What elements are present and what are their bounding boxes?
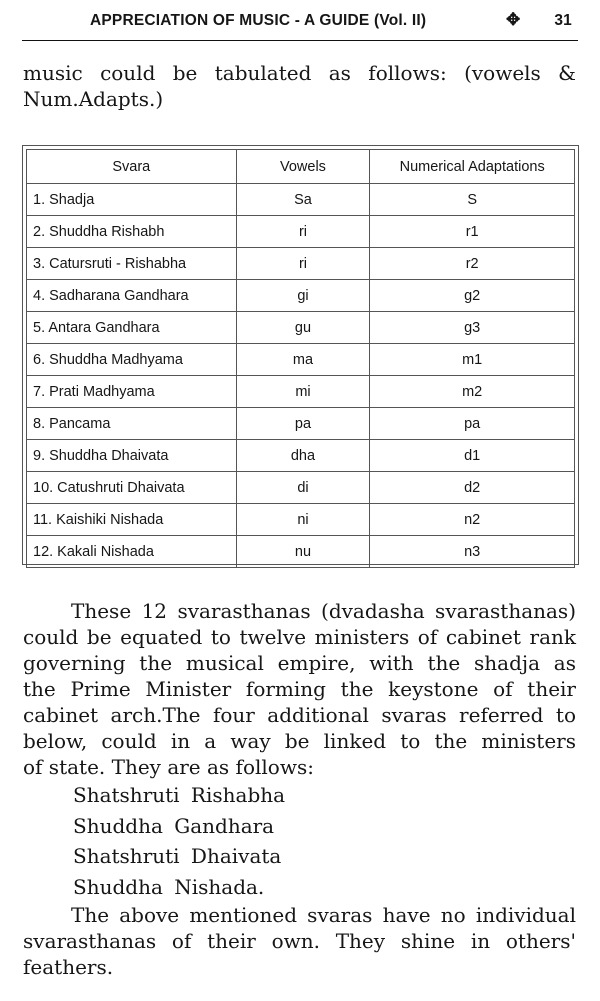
svara-cell: 12. Kakali Nishada bbox=[27, 536, 237, 568]
paragraph-line: governing the musical empire, with the shadja as bbox=[23, 651, 576, 675]
ornament-icon: ✥ bbox=[506, 10, 521, 29]
numerical-adaptation-cell: pa bbox=[370, 408, 575, 440]
numerical-adaptation-cell: m2 bbox=[370, 376, 575, 408]
vowel-cell: nu bbox=[236, 536, 370, 568]
paragraph-line: The above mentioned svaras have no individual bbox=[71, 903, 576, 928]
svara-cell: 1. Shadja bbox=[27, 184, 237, 216]
table-row bbox=[27, 312, 575, 344]
svara-cell: 7. Prati Madhyama bbox=[27, 376, 237, 408]
svara-cell: 4. Sadharana Gandhara bbox=[27, 280, 237, 312]
numerical-adaptation-cell: r2 bbox=[370, 248, 575, 280]
vowel-cell: ni bbox=[236, 504, 370, 536]
running-head bbox=[22, 8, 578, 36]
numerical-adaptation-cell: d2 bbox=[370, 472, 575, 504]
vowel-cell: pa bbox=[236, 408, 370, 440]
list-item: Shuddha Nishada. bbox=[73, 874, 265, 899]
svara-cell: 5. Antara Gandhara bbox=[27, 312, 237, 344]
running-head-title: APPRECIATION OF MUSIC - A GUIDE (Vol. II) bbox=[90, 12, 427, 29]
paragraph-line: svarasthanas of their own. They shine in others' bbox=[23, 929, 576, 954]
numerical-adaptation-cell: d1 bbox=[370, 440, 575, 472]
numerical-adaptation-cell: n3 bbox=[370, 536, 575, 568]
numerical-adaptation-cell: g3 bbox=[370, 312, 575, 344]
vowel-cell: gi bbox=[236, 280, 370, 312]
table-row bbox=[27, 344, 575, 376]
body-text bbox=[23, 598, 576, 980]
table-row bbox=[27, 440, 575, 472]
table-row bbox=[27, 248, 575, 280]
svara-table bbox=[26, 149, 575, 568]
vowel-cell: gu bbox=[236, 312, 370, 344]
svara-cell: 10. Catushruti Dhaivata bbox=[27, 472, 237, 504]
numerical-adaptation-cell: m1 bbox=[370, 344, 575, 376]
column-header-numerical-adaptations: Numerical Adaptations bbox=[370, 150, 575, 184]
svara-cell: 9. Shuddha Dhaivata bbox=[27, 440, 237, 472]
numerical-adaptation-cell: S bbox=[370, 184, 575, 216]
column-header-svara: Svara bbox=[27, 150, 237, 184]
table-row bbox=[27, 408, 575, 440]
paragraph-line: could be equated to twelve ministers of cabinet rank bbox=[23, 625, 576, 649]
table-row bbox=[27, 216, 575, 248]
vowel-cell: ri bbox=[236, 248, 370, 280]
vowel-cell: ma bbox=[236, 344, 370, 376]
table-row bbox=[27, 280, 575, 312]
svara-cell: 6. Shuddha Madhyama bbox=[27, 344, 237, 376]
column-header-vowels: Vowels bbox=[236, 150, 370, 184]
vowel-cell: dha bbox=[236, 440, 370, 472]
vowel-cell: mi bbox=[236, 376, 370, 408]
table-row bbox=[27, 472, 575, 504]
paragraph-line: feathers. bbox=[23, 955, 114, 980]
table-row bbox=[27, 504, 575, 536]
table-row bbox=[27, 376, 575, 408]
intro-line: music could be tabulated as follows: (vowels & bbox=[23, 61, 576, 85]
paragraph-line: These 12 svarasthanas (dvadasha svarasthanas) bbox=[71, 599, 576, 623]
svara-table-frame bbox=[22, 145, 579, 565]
numerical-adaptation-cell: r1 bbox=[370, 216, 575, 248]
paragraph-line: below, could in a way be linked to the ministers bbox=[23, 729, 576, 753]
numerical-adaptation-cell: g2 bbox=[370, 280, 575, 312]
vowel-cell: di bbox=[236, 472, 370, 504]
vowel-cell: Sa bbox=[236, 184, 370, 216]
numerical-adaptation-cell: n2 bbox=[370, 504, 575, 536]
table-body bbox=[27, 184, 575, 568]
intro-text bbox=[23, 60, 576, 112]
svara-cell: 2. Shuddha Rishabh bbox=[27, 216, 237, 248]
additional-svaras-list bbox=[23, 780, 576, 902]
list-item: Shatshruti Rishabha bbox=[73, 783, 286, 807]
svara-cell: 8. Pancama bbox=[27, 408, 237, 440]
paragraph-line: of state. They are as follows: bbox=[23, 755, 314, 779]
paragraph-no-svarasthanas bbox=[23, 902, 576, 980]
svara-cell: 11. Kaishiki Nishada bbox=[27, 504, 237, 536]
paragraph-line: the Prime Minister forming the keystone of their bbox=[23, 677, 576, 701]
svara-cell: 3. Catursruti - Rishabha bbox=[27, 248, 237, 280]
paragraph-svarasthanas bbox=[23, 598, 576, 780]
table-row bbox=[27, 536, 575, 568]
table-header-row bbox=[27, 150, 575, 184]
vowel-cell: ri bbox=[236, 216, 370, 248]
table-row bbox=[27, 184, 575, 216]
intro-line: Num.Adapts.) bbox=[23, 87, 164, 111]
list-item: Shatshruti Dhaivata bbox=[73, 844, 282, 869]
header-rule bbox=[22, 40, 578, 41]
paragraph-line: cabinet arch.The four additional svaras referred to bbox=[23, 703, 576, 727]
list-item: Shuddha Gandhara bbox=[73, 813, 275, 838]
page-number: 31 bbox=[554, 12, 572, 29]
